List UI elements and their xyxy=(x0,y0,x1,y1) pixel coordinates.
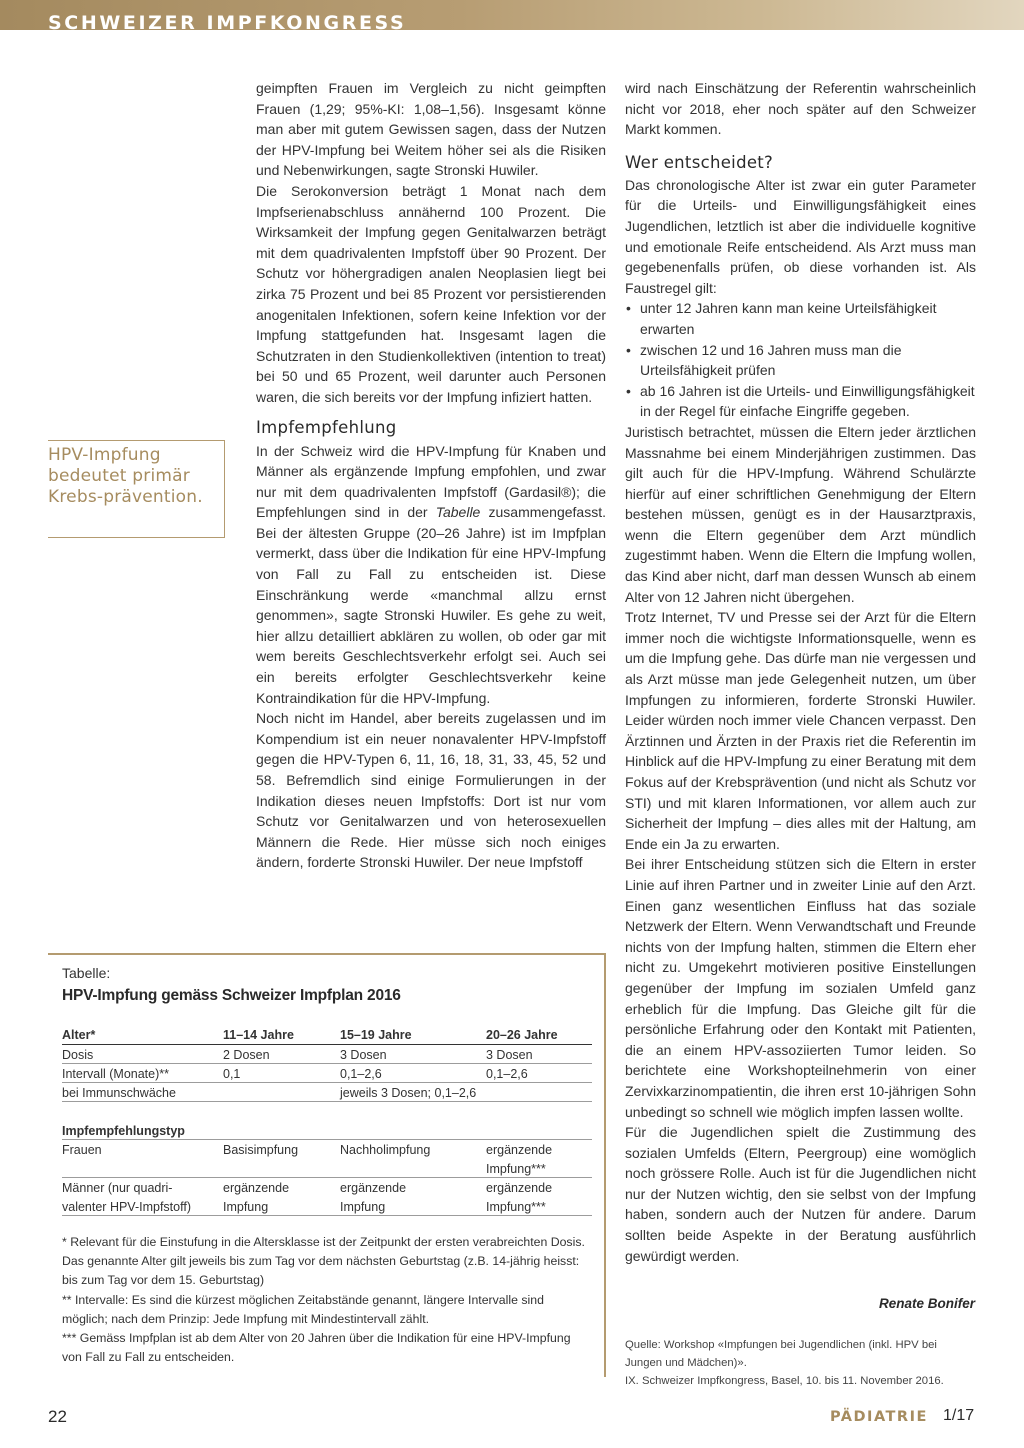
table-cell: jeweils 3 Dosen; 0,1–2,6 xyxy=(340,1086,477,1100)
table-cell: ergänzende Impfung xyxy=(340,1181,407,1214)
table-header-row xyxy=(62,1025,592,1045)
article-column-right xyxy=(625,78,976,1266)
table-cell: Basisimpfung xyxy=(223,1143,299,1157)
paragraph: Das chronologische Alter ist zwar ein guter Parameter für die Urteils- und Einwilligungsfähigkeit eines Jugendlichen, letztlich ist aber die individuelle kognitive und emotionale Reife entscheidend. Als Arzt muss man gegebenenfalls prüfen, ob diese vorhanden ist. Als Faustregel gilt: xyxy=(625,176,976,296)
table-cell: Nachholimpfung xyxy=(340,1143,431,1157)
section-header-bar xyxy=(0,0,1024,30)
table-footnotes xyxy=(62,1233,592,1367)
paragraph: Noch nicht im Handel, aber bereits zugelassen und im Kompendium ist ein neuer nonavalenter HPV-Impfstoff gegen die HPV-Typen 6, 11, 16, 18, 31, 33, 45, 52 und 58. Befremdlich sind einige Formulierungen in der Indikation dieses neuen Impfstoffs: Dort ist nur vom Schutz vor Genitalwarzen und von heterosexuellen Männern die Rede. Hier müsse sich noch einiges ändern, forderte Stronski Huwiler. Der neue Impfstoff xyxy=(256,710,606,871)
paragraph: Bei ihrer Entscheidung stützen sich die Eltern in erster Linie auf ihren Partner und in zweiter Linie auf den Arzt. Einen ganz wesentlichen Einfluss hat das soziale Netzwerk der Eltern. Wenn Verwandtschaft und Freunde nichts von der Impfung halten, stimmen die Eltern eher nicht zu. Umgekehrt motivieren positive Einstellungen gegenüber der Impfung im sozialen Umfeld ganz erheblich für die Impfung. Das Gleiche gilt für die persönliche Erfahrung oder den Kontakt mit Patienten, die an einem HPV-assoziierten Tumor leiden. So berichtete eine Workshopteilnehmerin von einer Zervixkarzinompatientin, die ihren erst 10-jährigen Sohn unbedingt so schnell wie möglich impfen lassen wollte. xyxy=(625,856,976,1120)
paragraph: Juristisch betrachtet, müssen die Eltern jeder ärztlichen Massnahme bei einem Minderjährigen zustimmen. Das gilt auch für die HPV-Impfung. Während Schulärzte hierfür auf einer schriftlichen Genehmigung der Eltern bestehen müssen, genügt es in der Hausarztpraxis, wenn die Eltern gegenüber dem Arzt mündlich zugestimmt haben. Wenn die Eltern die Impfung wollen, das Kind aber nicht, darf man dessen Wunsch ab einem Alter von 12 Jahren nicht übergehen. xyxy=(625,423,976,605)
table-section-row xyxy=(62,1121,592,1140)
table-cell: ergänzende Impfung*** xyxy=(486,1181,553,1214)
vaccination-table xyxy=(62,1025,592,1216)
author-name: Renate Bonifer xyxy=(878,1296,975,1311)
paragraph: Für die Jugendlichen spielt die Zustimmung des sozialen Umfelds (Eltern, Peergroup) eine womöglich noch grössere Rolle. Auch ist für die Jugendlichen nicht nur der Nutzen wichtig, den sie selbst von der Impfung haben, sondern auch der Nutzen für andere. Darum sollten beide Aspekte in der Beratung ausführlich gewürdigt werden. xyxy=(625,1124,976,1264)
table-cell: 3 Dosen xyxy=(340,1048,387,1062)
paragraph: In der Schweiz wird die HPV-Impfung für Knaben und Männer als ergänzende Impfung empfohlen, und zwar nur mit dem quadrivalenten Impfstoff (Gardasil®); die Empfehlungen sind in der Tabelle zusammengefasst. Bei der ältesten Gruppe (20–26 Jahre) ist im Impfplan vermerkt, dass über die Indikation für eine HPV-Impfung von Fall zu Fall zu entscheiden ist. Diese Einschränkung werde «manchmal allzu ernst genommen», sagte Stronski Huwiler. Es gehe zu weit, hier allzu detailliert abklären zu wollen, ob oder gar mit wem bereits Geschlechtsverkehr erfolgt sei. Auch sei ein bereits erfolgter Geschlechtsverkehr keine Kontraindikation für die HPV-Impfung. xyxy=(256,442,606,706)
table-caption: Tabelle: xyxy=(62,965,111,981)
table-header-cell: 20–26 Jahre xyxy=(486,1028,558,1042)
bullet-list xyxy=(625,298,976,422)
list-item: • ab 16 Jahren ist die Urteils- und Einwilligungsfähigkeit in der Regel für einfache Eingriffe gegeben. xyxy=(625,381,976,422)
table-cell: bei Immunschwäche xyxy=(62,1086,176,1100)
section-heading: Impfempfehlung xyxy=(256,417,397,437)
table-cell: Intervall (Monate)** xyxy=(62,1067,169,1081)
table-cell: 0,1–2,6 xyxy=(486,1067,528,1081)
table-spacer xyxy=(62,1102,592,1121)
table-header-cell: 15–19 Jahre xyxy=(340,1028,412,1042)
table-header-cell: Alter* xyxy=(62,1028,96,1042)
source-note: Quelle: Workshop «Impfungen bei Jugendlichen (inkl. HPV bei Jungen und Mädchen)». IX. Schweizer Impfkongress, Basel, 10. bis 11. November 2016. xyxy=(625,1339,944,1387)
table-cell: 0,1 xyxy=(223,1067,241,1081)
table-title: HPV-Impfung gemäss Schweizer Impfplan 2016 xyxy=(62,987,401,1004)
pull-quote-text: HPV-Impfung bedeutet primär Krebs-prävention. xyxy=(48,445,203,507)
table-section-label: Impfempfehlungstyp xyxy=(62,1124,185,1138)
section-heading: Wer entscheidet? xyxy=(625,152,774,172)
table-cell: Dosis xyxy=(62,1048,94,1062)
footnote: *** Gemäss Impfplan ist ab dem Alter von 20 Jahren über die Indikation für eine HPV-Impfung von Fall zu Fall zu entscheiden. xyxy=(62,1331,571,1365)
table-row xyxy=(62,1178,592,1216)
table-row xyxy=(62,1140,592,1178)
table-cell: 2 Dosen xyxy=(223,1048,270,1062)
section-title: SCHWEIZER IMPFKONGRESS xyxy=(48,12,407,30)
paragraph: Die Serokonversion beträgt 1 Monat nach dem Impfserienabschluss annähernd 100 Prozent. Die Wirksamkeit der Impfung gegen Genitalwarzen beträgt mit dem quadrivalenten Impfstoff über 90 Prozent. Der Schutz vor höhergradigen analen Neoplasien liegt bei zirka 75 Prozent und bei 85 Prozent vor persistierenden anogenitalen Infektionen, sofern keine Infektion vor der Impfung stattgefunden hat. Insgesamt lagen die Schutzraten in den Studienkollektiven (intention to treat) bei 50 und 65 Prozent, weil darunter auch Personen waren, die sich bereits vor der Impfung infiziert hatten. xyxy=(256,182,606,405)
footnote: ** Intervalle: Es sind die kürzest möglichen Zeitabstände genannt, längere Intervalle sind möglich; nach dem Prinzip: Jede Impfung mit Mindestintervall zählt. xyxy=(62,1292,544,1326)
table-header-cell: 11–14 Jahre xyxy=(223,1028,294,1042)
footnote: * Relevant für die Einstufung in die Altersklasse ist der Zeitpunkt der ersten verabreichten Dosis. Das genannte Alter gilt jeweils bis zum Tag vor dem nächsten Geburtstag (z.B. 14-jährig heisst: bis zum Tag vor dem 15. Geburtstag) xyxy=(62,1235,585,1288)
pull-quote-box xyxy=(48,440,225,538)
list-item: • zwischen 12 und 16 Jahren muss man die Urteilsfähigkeit prüfen xyxy=(625,340,976,381)
table-cell: 3 Dosen xyxy=(486,1048,533,1062)
page-number: 22 xyxy=(48,1407,67,1426)
table-row xyxy=(62,1083,592,1102)
table-cell: 0,1–2,6 xyxy=(340,1067,382,1081)
paragraph: geimpften Frauen im Vergleich zu nicht geimpften Frauen (1,29; 95%-KI: 1,08–1,56). Insgesamt könne man aber mit gutem Gewissen sagen, dass der Nutzen der HPV-Impfung bei Weitem höher sei als die Risiken und Nebenwirkungen, sagte Stronski Huwiler. xyxy=(256,80,606,179)
table-cell: ergänzende Impfung xyxy=(223,1181,290,1214)
table-row xyxy=(62,1064,592,1083)
table-cell: ergänzende Impfung*** xyxy=(486,1143,553,1176)
table-cell: Frauen xyxy=(62,1143,102,1157)
vaccination-table-box xyxy=(48,953,606,1377)
magazine-logo: PÄDIATRIE xyxy=(830,1409,928,1425)
table-cell: Männer (nur quadri- valenter HPV-Impfstoff) xyxy=(62,1181,191,1214)
paragraph: Trotz Internet, TV und Presse sei der Arzt für die Eltern immer noch die wichtigste Informationsquelle, wenn es um die Impfung gehe. Das dürfe man nie vergessen und als Arzt müsse man jede Gelegenheit nutzen, um über Impfungen zu informieren, forderte Stronski Huwiler. Leider würden noch immer viele Chancen verpasst. Den Ärztinnen und Ärzten in der Praxis riet die Referentin im Hinblick auf die HPV-Impfung zu einer Beratung mit dem Fokus auf der Krebsprävention (und nicht als Schutz vor STI) und mit klaren Informationen, vor allem auch zur Sicherheit der Impfung – dies alles mit der Haltung, am Ende ein Ja zu erwarten. xyxy=(625,609,976,852)
table-row xyxy=(62,1045,592,1064)
issue-number: 1/17 xyxy=(943,1407,975,1424)
article-column-middle xyxy=(256,78,606,873)
paragraph: wird nach Einschätzung der Referentin wahrscheinlich nicht vor 2018, eher noch später auf den Schweizer Markt kommen. xyxy=(625,80,976,138)
list-item: • unter 12 Jahren kann man keine Urteilsfähigkeit erwarten xyxy=(625,298,976,339)
